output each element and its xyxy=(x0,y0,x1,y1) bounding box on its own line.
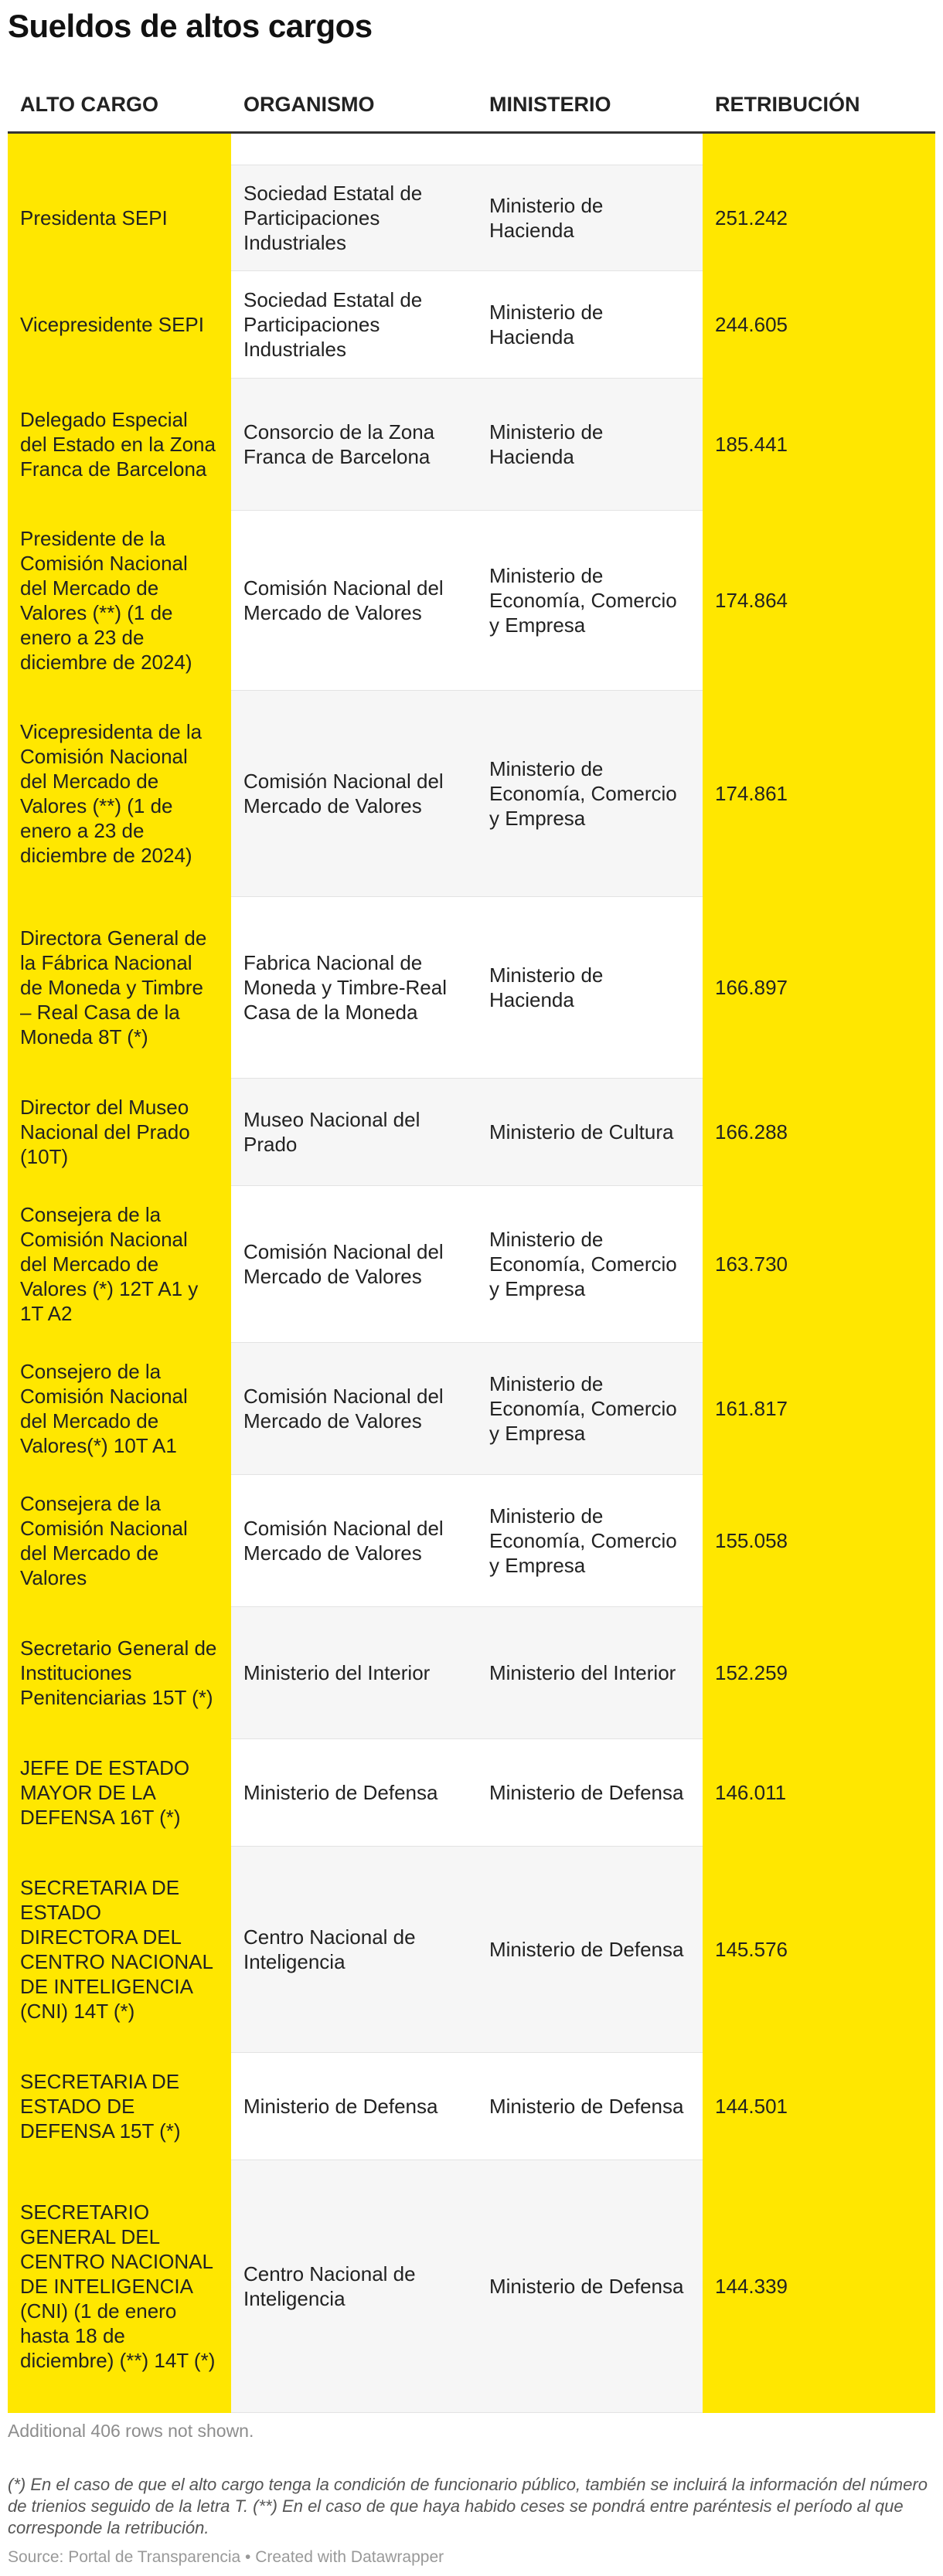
cell-retribucion: 163.730 xyxy=(703,1186,935,1343)
cell-alto-cargo: SECRETARIA DE ESTADO DE DEFENSA 15T (*) xyxy=(8,2053,231,2160)
cell-ministerio: Ministerio de Defensa xyxy=(477,2160,703,2413)
cell-retribucion: 152.259 xyxy=(703,1607,935,1739)
table-row xyxy=(8,511,935,691)
table-spacer-row xyxy=(8,133,935,165)
cell-ministerio: Ministerio de Hacienda xyxy=(477,165,703,271)
cell-organismo: Museo Nacional del Prado xyxy=(231,1079,477,1186)
cell-alto-cargo: Presidenta SEPI xyxy=(8,165,231,271)
table-row xyxy=(8,2160,935,2413)
cell-organismo: Centro Nacional de Inteligencia xyxy=(231,1847,477,2053)
cell-ministerio: Ministerio de Economía, Comercio y Empresa xyxy=(477,691,703,897)
cell-organismo: Consorcio de la Zona Franca de Barcelona xyxy=(231,379,477,511)
cell-alto-cargo: Secretario General de Instituciones Penitenciarias 15T (*) xyxy=(8,1607,231,1739)
cell-ministerio: Ministerio de Hacienda xyxy=(477,897,703,1079)
cell-alto-cargo: SECRETARIA DE ESTADO DIRECTORA DEL CENTRO NACIONAL DE INTELIGENCIA (CNI) 14T (*) xyxy=(8,1847,231,2053)
table-row xyxy=(8,1186,935,1343)
cell-ministerio: Ministerio del Interior xyxy=(477,1607,703,1739)
cell-retribucion: 244.605 xyxy=(703,271,935,379)
cell-ministerio: Ministerio de Hacienda xyxy=(477,379,703,511)
cell-organismo: Fabrica Nacional de Moneda y Timbre-Real Casa de la Moneda xyxy=(231,897,477,1079)
spacer-cell xyxy=(477,133,703,165)
spacer-cell xyxy=(8,133,231,165)
cell-ministerio: Ministerio de Defensa xyxy=(477,1739,703,1847)
cell-retribucion: 251.242 xyxy=(703,165,935,271)
spacer-cell xyxy=(703,133,935,165)
cell-organismo: Centro Nacional de Inteligencia xyxy=(231,2160,477,2413)
chart-container xyxy=(8,0,935,2566)
cell-alto-cargo: Vicepresidenta de la Comisión Nacional del Mercado de Valores (**) (1 de enero a 23 de diciembre de 2024) xyxy=(8,691,231,897)
cell-retribucion: 166.897 xyxy=(703,897,935,1079)
cell-organismo: Ministerio del Interior xyxy=(231,1607,477,1739)
cell-ministerio: Ministerio de Economía, Comercio y Empresa xyxy=(477,1475,703,1607)
cell-retribucion: 161.817 xyxy=(703,1343,935,1475)
table-row xyxy=(8,1847,935,2053)
cell-organismo: Sociedad Estatal de Participaciones Industriales xyxy=(231,271,477,379)
column-header-retribucion[interactable]: RETRIBUCIÓN xyxy=(703,77,935,133)
cell-organismo: Ministerio de Defensa xyxy=(231,2053,477,2160)
table-row xyxy=(8,1475,935,1607)
table-row xyxy=(8,1343,935,1475)
table-row xyxy=(8,1079,935,1186)
column-header-alto-cargo[interactable]: ALTO CARGO xyxy=(8,77,231,133)
cell-ministerio: Ministerio de Defensa xyxy=(477,1847,703,2053)
table-row xyxy=(8,897,935,1079)
table-header-row xyxy=(8,77,935,133)
cell-alto-cargo: Consejero de la Comisión Nacional del Mercado de Valores(*) 10T A1 xyxy=(8,1343,231,1475)
footnotes: (*) En el caso de que el alto cargo tenga la condición de funcionario público, también se incluirá la información del número de trienios seguido de la letra T. (**) En el caso de que haya habido ceses se pondrá entre paréntesis el período al que corresponde la retribución. xyxy=(8,2475,928,2537)
cell-organismo: Comisión Nacional del Mercado de Valores xyxy=(231,691,477,897)
cell-ministerio: Ministerio de Economía, Comercio y Empresa xyxy=(477,511,703,691)
cell-retribucion: 146.011 xyxy=(703,1739,935,1847)
cell-alto-cargo: SECRETARIO GENERAL DEL CENTRO NACIONAL DE INTELIGENCIA (CNI) (1 de enero hasta 18 de diciembre) (**) 14T (*) xyxy=(8,2160,231,2413)
table-body xyxy=(8,133,935,2413)
table-row xyxy=(8,271,935,379)
chart-footer xyxy=(8,2415,935,2568)
table-row xyxy=(8,165,935,271)
cell-alto-cargo: Directora General de la Fábrica Nacional de Moneda y Timbre – Real Casa de la Moneda 8T (*) xyxy=(8,897,231,1079)
cell-organismo: Comisión Nacional del Mercado de Valores xyxy=(231,1475,477,1607)
cell-alto-cargo: Consejera de la Comisión Nacional del Mercado de Valores (*) 12T A1 y 1T A2 xyxy=(8,1186,231,1343)
cell-ministerio: Ministerio de Cultura xyxy=(477,1079,703,1186)
salary-table xyxy=(8,77,935,2413)
cell-retribucion: 155.058 xyxy=(703,1475,935,1607)
spacer-cell xyxy=(231,133,477,165)
table-row xyxy=(8,1607,935,1739)
cell-retribucion: 144.501 xyxy=(703,2053,935,2160)
cell-organismo: Ministerio de Defensa xyxy=(231,1739,477,1847)
cell-alto-cargo: JEFE DE ESTADO MAYOR DE LA DEFENSA 16T (*) xyxy=(8,1739,231,1847)
cell-retribucion: 174.864 xyxy=(703,511,935,691)
table-row xyxy=(8,2053,935,2160)
cell-alto-cargo: Presidente de la Comisión Nacional del Mercado de Valores (**) (1 de enero a 23 de diciembre de 2024) xyxy=(8,511,231,691)
cell-ministerio: Ministerio de Hacienda xyxy=(477,271,703,379)
cell-alto-cargo: Delegado Especial del Estado en la Zona Franca de Barcelona xyxy=(8,379,231,511)
cell-retribucion: 174.861 xyxy=(703,691,935,897)
chart-title: Sueldos de altos cargos xyxy=(8,8,373,44)
cell-retribucion: 185.441 xyxy=(703,379,935,511)
cell-alto-cargo: Director del Museo Nacional del Prado (10T) xyxy=(8,1079,231,1186)
more-rows-note: Additional 406 rows not shown. xyxy=(8,2421,254,2441)
cell-alto-cargo: Consejera de la Comisión Nacional del Mercado de Valores xyxy=(8,1475,231,1607)
table-row xyxy=(8,1739,935,1847)
cell-organismo: Comisión Nacional del Mercado de Valores xyxy=(231,1343,477,1475)
cell-alto-cargo: Vicepresidente SEPI xyxy=(8,271,231,379)
column-header-ministerio[interactable]: MINISTERIO xyxy=(477,77,703,133)
cell-organismo: Sociedad Estatal de Participaciones Industriales xyxy=(231,165,477,271)
cell-ministerio: Ministerio de Economía, Comercio y Empresa xyxy=(477,1343,703,1475)
cell-retribucion: 144.339 xyxy=(703,2160,935,2413)
table-row xyxy=(8,379,935,511)
cell-ministerio: Ministerio de Economía, Comercio y Empresa xyxy=(477,1186,703,1343)
cell-organismo: Comisión Nacional del Mercado de Valores xyxy=(231,511,477,691)
cell-organismo: Comisión Nacional del Mercado de Valores xyxy=(231,1186,477,1343)
source-line: Source: Portal de Transparencia • Created with Datawrapper xyxy=(8,2548,444,2566)
cell-retribucion: 145.576 xyxy=(703,1847,935,2053)
column-header-organismo[interactable]: ORGANISMO xyxy=(231,77,477,133)
cell-ministerio: Ministerio de Defensa xyxy=(477,2053,703,2160)
table-row xyxy=(8,691,935,897)
cell-retribucion: 166.288 xyxy=(703,1079,935,1186)
